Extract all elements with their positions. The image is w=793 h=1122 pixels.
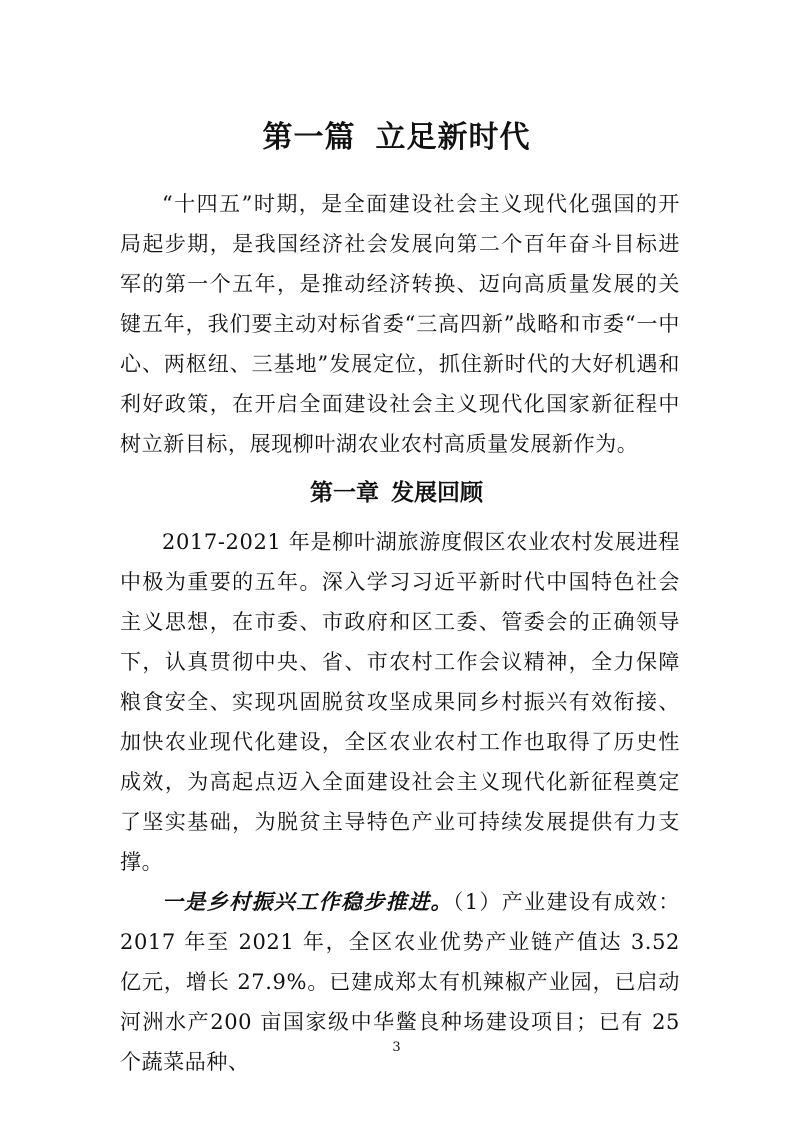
chapter-title [0,473,793,513]
part-title-text: 立足新时代 [375,120,531,155]
review-section [120,522,680,1082]
part-title-label: 第一篇 [262,120,356,155]
review-paragraph: 2017-2021 年是柳叶湖旅游度假区农业农村发展进程中极为重要的五年。深入学习习近平新时代中国特色社会主义思想，在市委、市政府和区工委、管委会的正确领导下，认真贯彻中央、省、市农村工作会议精神，全力保障粮食安全、实现巩固脱贫攻坚成果同乡村振兴有效衔接、加快农业现代化建设，全区农业农村工作也取得了历史性成效，为高起点迈入全面建设社会主义现代化新征程奠定了坚实基础，为脱贫主导特色产业可持续发展提供有力支撑。 [120,530,680,874]
point-one-lead: 一是乡村振兴工作稳步推进。 [162,889,453,914]
part-title [0,118,793,158]
chapter-title-text: 发展回顾 [391,479,483,506]
intro-paragraph: “十四五”时期，是全面建设社会主义现代化强国的开局起步期，是我国经济社会发展向第二个百年奋斗目标进军的第一个五年，是推动经济转换、迈向高质量发展的关键五年，我们要主动对标省委“三高四新”战略和市委“一中心、两枢纽、三基地”发展定位，抓住新时代的大好机遇和利好政策，在开启全面建设社会主义现代化国家新征程中树立新目标，展现柳叶湖农业农村高质量发展新作为。 [120,192,680,456]
intro-section [120,184,680,464]
page-number: 3 [392,1040,401,1055]
point-one-body: （1）产业建设有成效：2017 年至 2021 年，全区农业优势产业链产值达 3.52 亿元，增长 27.9%。已建成郑太有机辣椒产业园，已启动河洲水产200 亩国家级中华鳖良种场建设项目；已有 25 个蔬菜品种、 [120,890,680,1074]
chapter-title-label: 第一章 [310,479,379,506]
